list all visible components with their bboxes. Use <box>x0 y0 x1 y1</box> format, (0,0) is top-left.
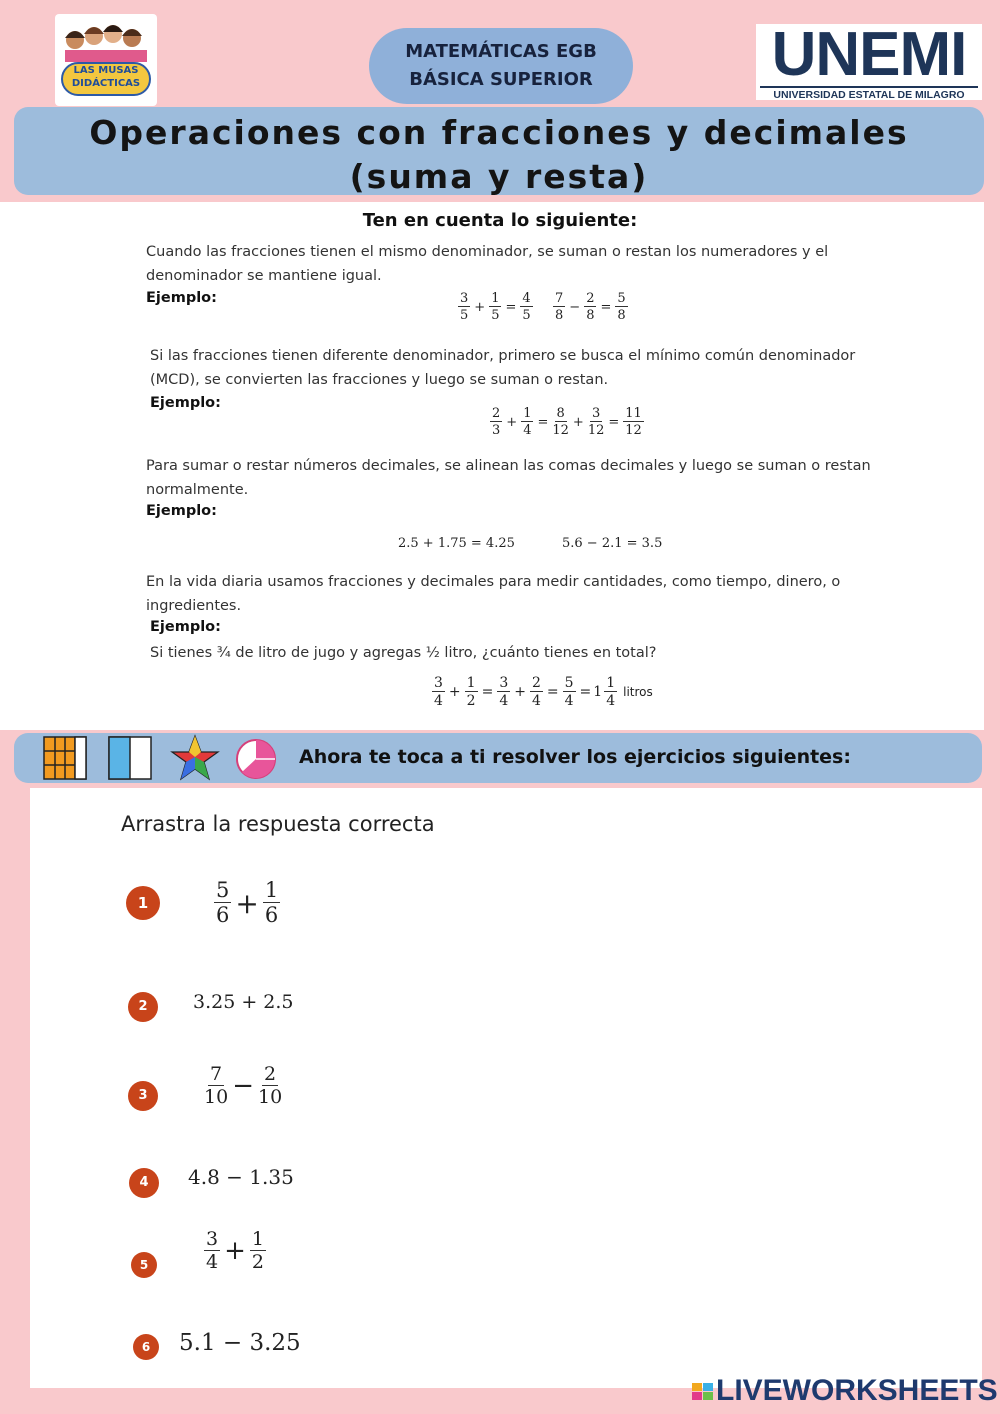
title-line-1: Operaciones con fracciones y decimales <box>89 113 909 152</box>
liveworksheets-wordmark: LIVEWORKSHEETS <box>716 1374 998 1407</box>
las-musas-logo <box>55 14 157 106</box>
rule-4-question: Si tienes ¾ de litro de jugo y agregas ½ litro, ¿cuánto tienes en total? <box>150 645 657 661</box>
rule-4-text: En la vida diaria usamos fracciones y decimales para medir cantidades, como tiempo, dinero, o ingredientes. <box>146 574 841 614</box>
rule-1-text: Cuando las fracciones tienen el mismo denominador, se suman o restan los numeradores y el denominador se mantiene igual. <box>146 244 829 284</box>
exercise-2-badge: 2 <box>128 992 158 1022</box>
exercise-4-drop-zone[interactable] <box>370 1158 930 1204</box>
logo-banner: LAS MUSAS DIDÁCTICAS <box>61 62 151 96</box>
theory-heading: Ten en cuenta lo siguiente: <box>362 210 638 231</box>
exercise-3-badge: 3 <box>128 1081 158 1111</box>
exercise-4-badge: 4 <box>129 1168 159 1198</box>
subject-line-1: MATEMÁTICAS EGB <box>405 41 597 62</box>
exercise-5-expression: $\frac{3}{4}$ + $\frac{1}{2}$ <box>206 1228 264 1273</box>
liveworksheets-logo <box>692 1376 998 1406</box>
exercise-area <box>30 788 982 1388</box>
exercise-5-badge: 5 <box>131 1252 157 1278</box>
example-1-equation-b: $\frac{7}{8}$ − $\frac{2}{8}$ = $\frac{5}{8}$ <box>555 291 626 323</box>
example-3-equation-a: 2.5 + 1.75 = 4.25 <box>398 536 515 551</box>
exercise-1-drop-zone[interactable] <box>370 880 930 932</box>
rule-3-text: Para sumar o restar números decimales, se alinean las comas decimales y luego se suman o restan normalmente. <box>146 458 871 498</box>
task-banner <box>14 733 982 783</box>
star-icon <box>170 733 220 783</box>
example-label-1: Ejemplo: <box>146 290 217 306</box>
theory-box <box>0 202 984 730</box>
example-label-3: Ejemplo: <box>146 503 217 519</box>
exercise-1-expression: $\frac{5}{6}$ + $\frac{1}{6}$ <box>216 878 279 927</box>
exercise-2-expression: 3.25 + 2.5 <box>193 991 294 1013</box>
exercise-3-drop-zone[interactable] <box>370 1068 930 1120</box>
exercise-2-drop-zone[interactable] <box>370 984 930 1030</box>
example-label-4: Ejemplo: <box>150 619 221 635</box>
example-2-equation: $\frac{2}{3}$ + $\frac{1}{4}$ = $\frac{8}{12}$ + $\frac{3}{12}$ = $\frac{11}{12}$ <box>492 406 642 438</box>
exercise-6-badge: 6 <box>133 1334 159 1360</box>
exercise-5-drop-zone[interactable] <box>370 1234 930 1286</box>
faces-illustration <box>61 18 151 62</box>
example-label-2: Ejemplo: <box>150 395 221 411</box>
subject-badge <box>369 28 633 104</box>
exercise-3-expression: $\frac{7}{10}$ − $\frac{2}{10}$ <box>204 1063 283 1108</box>
liveworksheets-blocks-icon <box>692 1383 713 1400</box>
page-title <box>14 107 984 195</box>
example-1-equation-a: $\frac{3}{5}$ + $\frac{1}{5}$ = $\frac{4}{5}$ <box>460 291 531 323</box>
exercise-4-expression: 4.8 − 1.35 <box>188 1165 294 1189</box>
title-line-2: (suma y resta) <box>349 157 649 196</box>
example-3-equation-b: 5.6 − 2.1 = 3.5 <box>562 536 663 551</box>
rule-2-text: Si las fracciones tienen diferente denominador, primero se busca el mínimo común denominador (MCD), se convierten las fracciones y luego se suman o restan. <box>150 348 856 388</box>
unemi-subtitle: UNIVERSIDAD ESTATAL DE MILAGRO <box>760 86 978 101</box>
instruction-text: Arrastra la respuesta correcta <box>121 812 435 836</box>
fraction-halves-icon <box>107 735 153 781</box>
pie-icon <box>234 737 278 781</box>
unemi-wordmark: UNEMI <box>771 20 967 89</box>
subject-line-2: BÁSICA SUPERIOR <box>409 69 593 90</box>
unemi-logo <box>756 20 982 101</box>
task-label: Ahora te toca a ti resolver los ejercicios siguientes: <box>299 746 851 768</box>
exercise-1-badge: 1 <box>126 886 160 920</box>
fraction-bar-icon <box>42 735 88 781</box>
example-4-equation: $\frac{3}{4}$ + $\frac{1}{2}$ = $\frac{3}{4}$ + $\frac{2}{4}$ = $\frac{5}{4}$ = 1 $\frac{1}{4}$ litros <box>434 675 653 709</box>
exercise-6-drop-zone[interactable] <box>370 1324 930 1370</box>
exercise-6-expression: 5.1 − 3.25 <box>179 1330 301 1356</box>
